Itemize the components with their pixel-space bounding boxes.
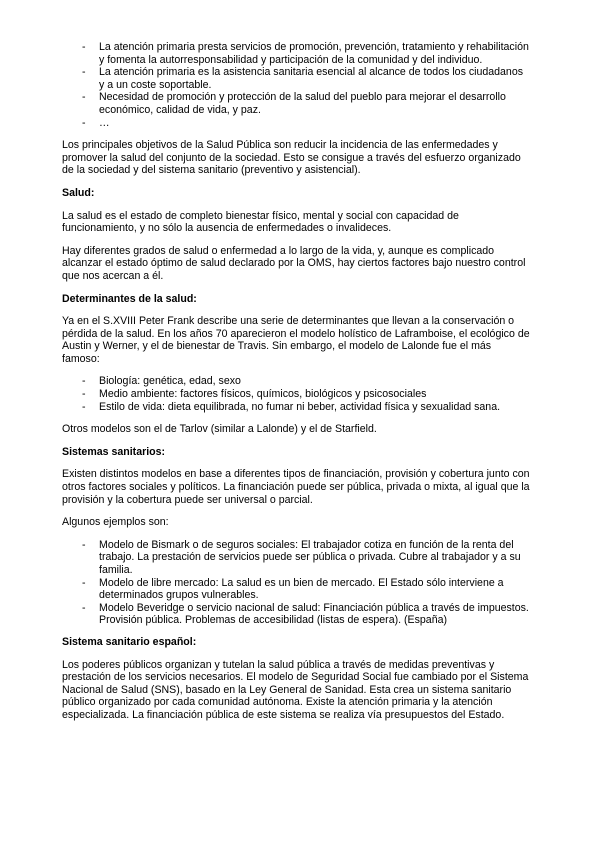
- sistemas-heading: Sistemas sanitarios:: [62, 445, 166, 458]
- salud-paragraph-2: Hay diferentes grados de salud o enfermedad a lo largo de la vida, y, aunque es complicado alcanzar el estado óptimo de salud declarado por la OMS, hay ciertos factores bajo nuestro control que nos acercan a él.: [62, 244, 526, 282]
- list-item: - Estilo de vida: dieta equilibrada, no fumar ni beber, actividad física y sexualidad sana.: [62, 401, 530, 414]
- list-item: - Necesidad de promoción y protección de la salud del pueblo para mejorar el desarrollo económico, calidad de vida, y paz.: [62, 91, 530, 116]
- sistema-espanol-heading: Sistema sanitario español:: [62, 635, 197, 648]
- sistemas-examples-intro: Algunos ejemplos son:: [62, 516, 169, 529]
- determinantes-heading: Determinantes de la salud:: [62, 292, 197, 305]
- sistemas-paragraph: Existen distintos modelos en base a diferentes tipos de financiación, provisión y cobertura junto con otros factores sociales y políticos. La financiación puede ser pública, privada o mixta, al igual que la provisión y la cobertura puede ser universal o parcial.: [62, 468, 530, 506]
- intro-paragraph: Los principales objetivos de la Salud Pública son reducir la incidencia de las enfermedades y promover la salud del conjunto de la sociedad. Esto se consigue a través del esfuerzo organizado de la sociedad y del sistema sanitario (preventivo y asistencial).: [62, 139, 521, 177]
- list-item: - La atención primaria es la asistencia sanitaria esencial al alcance de todos los ciudadanos y a un coste soportable.: [62, 66, 530, 91]
- list-item: - Modelo de Bismark o de seguros sociales: El trabajador cotiza en función de la renta del trabajo. La prestación de servicios puede ser pública o privada. Cubre al trabajador y a su familia.: [62, 539, 530, 577]
- salud-heading: Salud:: [62, 186, 95, 199]
- document-page: [62, 41, 530, 722]
- sistema-espanol-paragraph: Los poderes públicos organizan y tutelan la salud pública a través de medidas preventivas y prestación de los servicios necesarios. El modelo de Seguridad Social fue cambiado por el Sistema Nacional de Salud (SNS), basado en la Ley General de Sanidad. Esta crea un sistema sanitario público organizado por cada comunidad autónoma. Existe la atención primaria y la atención especializada. La financiación pública de este sistema se realiza vía presupuestos del Estado.: [62, 658, 529, 721]
- determinantes-list: [62, 375, 530, 413]
- list-item: - Biología: genética, edad, sexo: [62, 375, 530, 388]
- list-item: - La atención primaria presta servicios de promoción, prevención, tratamiento y rehabilitación y fomenta la autorresponsabilidad y participación de la comunidad y del individuo.: [62, 41, 530, 66]
- sistemas-list: [62, 539, 530, 627]
- list-item: - Modelo Beveridge o servicio nacional de salud: Financiación pública a través de impuestos. Provisión pública. Problemas de accesibilidad (listas de espera). (España): [62, 602, 530, 627]
- list-item: - Medio ambiente: factores físicos, químicos, biológicos y psicosociales: [62, 388, 530, 401]
- determinantes-closing: Otros modelos son el de Tarlov (similar a Lalonde) y el de Starfield.: [62, 423, 377, 436]
- determinantes-paragraph: Ya en el S.XVIII Peter Frank describe una serie de determinantes que llevan a la conservación o pérdida de la salud. En los años 70 aparecieron el modelo holístico de Laframboise, el ecológico de Austin y Werner, y el de bienestar de Travis. Sin embargo, el modelo de Lalonde fue el más famoso:: [62, 315, 530, 365]
- list-item: - …: [62, 117, 530, 130]
- top-bullet-list: [62, 41, 530, 129]
- list-item: - Modelo de libre mercado: La salud es un bien de mercado. El Estado sólo interviene a determinados grupos vulnerables.: [62, 577, 530, 602]
- salud-paragraph-1: La salud es el estado de completo bienestar físico, mental y social con capacidad de funcionamiento, y no sólo la ausencia de enfermedades o invalideces.: [62, 209, 459, 235]
